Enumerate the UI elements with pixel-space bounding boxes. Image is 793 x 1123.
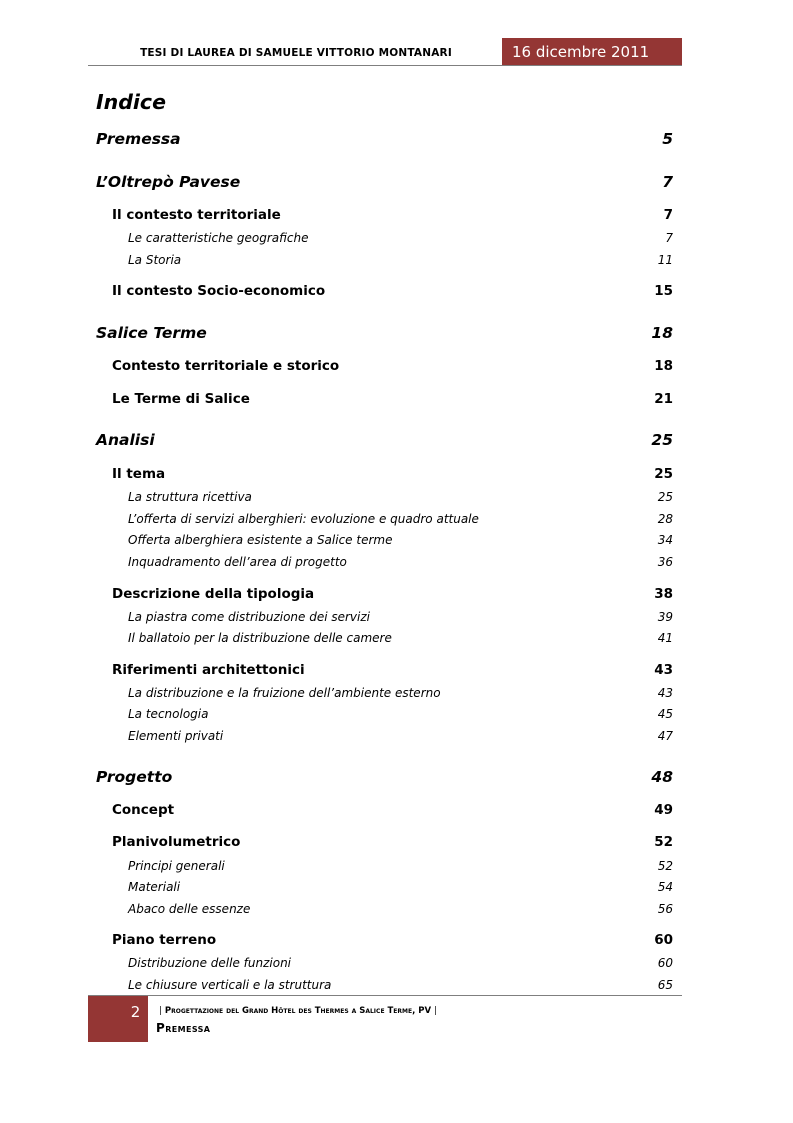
footer-divider <box>88 995 682 996</box>
toc-entry-page: 54 <box>657 880 673 894</box>
toc-entry-title: La piastra come distribuzione dei servizi <box>128 610 371 624</box>
toc-entry-title: La struttura ricettiva <box>128 490 252 504</box>
toc-entry-page: 52 <box>654 834 673 850</box>
toc-entry-page: 47 <box>657 729 673 743</box>
toc-entry-page: 34 <box>657 533 673 547</box>
toc-entry-page: 21 <box>654 391 673 407</box>
toc-entry-page: 7 <box>663 207 673 223</box>
toc-entry-page: 7 <box>662 173 673 191</box>
toc-entry-page: 48 <box>651 768 673 786</box>
toc-entry-title: Le chiusure verticali e la struttura <box>128 978 332 992</box>
toc-entry-title: Le caratteristiche geografiche <box>128 231 309 245</box>
toc-entry-title: Descrizione della tipologia <box>112 586 315 602</box>
toc-entry-title: Premessa <box>96 130 181 148</box>
toc-entry-page: 52 <box>657 859 673 873</box>
toc-entry-title: La Storia <box>128 253 182 267</box>
toc-entry-page: 56 <box>657 902 673 916</box>
toc-entry-title: Il tema <box>112 466 166 482</box>
header-divider <box>88 65 682 66</box>
toc-entry-page: 5 <box>662 130 673 148</box>
toc-entry-title: Il contesto territoriale <box>112 207 281 223</box>
toc-entry-page: 49 <box>654 802 673 818</box>
toc-entry-page: 18 <box>654 358 673 374</box>
toc-entry-title: Materiali <box>128 880 181 894</box>
toc-entry-title: Le Terme di Salice <box>112 391 250 407</box>
toc-entry-page: 18 <box>651 324 673 342</box>
toc-entry-page: 43 <box>654 662 673 678</box>
footer-bar-right: | <box>434 1006 437 1016</box>
toc-entry-title: Principi generali <box>128 859 225 873</box>
footer-bar-left: | <box>159 1006 162 1016</box>
toc-entry-title: Salice Terme <box>96 324 207 342</box>
footer-document-title-text: Progettazione del Grand Hôtel des Thermes a Salice Terme, PV <box>164 1006 432 1016</box>
toc-heading: Indice <box>96 90 166 114</box>
toc-entry-title: Il ballatoio per la distribuzione delle camere <box>128 631 392 645</box>
toc-entry-title: Contesto territoriale e storico <box>112 358 340 374</box>
footer-document-title <box>156 1006 440 1016</box>
toc-entry-title: Analisi <box>96 431 155 449</box>
toc-entry-page: 7 <box>665 231 673 245</box>
toc-entry-title: Progetto <box>96 768 173 786</box>
toc-entry-page: 60 <box>657 956 673 970</box>
toc-entry-title: Inquadramento dell’area di progetto <box>128 555 347 569</box>
toc-entry-page: 28 <box>657 512 673 526</box>
toc-entry-page: 25 <box>657 490 673 504</box>
toc-entry-page: 25 <box>654 466 673 482</box>
toc-entry-title: Il contesto Socio-economico <box>112 283 326 299</box>
toc-entry-title: Distribuzione delle funzioni <box>128 956 292 970</box>
toc-entry-title: Abaco delle essenze <box>128 902 251 916</box>
toc-entry-page: 45 <box>657 707 673 721</box>
toc-entry-page: 65 <box>657 978 673 992</box>
toc-entry-page: 43 <box>657 686 673 700</box>
footer-chapter: Premessa <box>156 1021 211 1035</box>
toc-entry-title: Planivolumetrico <box>112 834 241 850</box>
toc-entry-page: 39 <box>657 610 673 624</box>
toc-entry-title: Concept <box>112 802 175 818</box>
toc-entry-title: L’offerta di servizi alberghieri: evoluzione e quadro attuale <box>128 512 479 526</box>
toc-entry-title: La distribuzione e la fruizione dell’ambiente esterno <box>128 686 441 700</box>
footer-page-number: 2 <box>130 1003 141 1021</box>
header-date: 16 dicembre 2011 <box>502 38 682 66</box>
toc-entry-page: 41 <box>657 631 673 645</box>
toc-entry-title: Piano terreno <box>112 932 217 948</box>
toc-entry-page: 15 <box>654 283 673 299</box>
toc-entry-title: L’Oltrepò Pavese <box>96 173 241 191</box>
toc-entry-page: 60 <box>654 932 673 948</box>
header-title: TESI DI LAUREA DI SAMUELE VITTORIO MONTANARI <box>140 47 452 59</box>
toc-entry-title: Elementi privati <box>128 729 224 743</box>
toc-entry-title: La tecnologia <box>128 707 209 721</box>
toc-entry-page: 25 <box>651 431 673 449</box>
toc-entry-page: 36 <box>657 555 673 569</box>
toc-entry-page: 38 <box>654 586 673 602</box>
toc-entry-page: 11 <box>657 253 673 267</box>
toc-entry-title: Offerta alberghiera esistente a Salice terme <box>128 533 393 547</box>
toc-entry-title: Riferimenti architettonici <box>112 662 305 678</box>
